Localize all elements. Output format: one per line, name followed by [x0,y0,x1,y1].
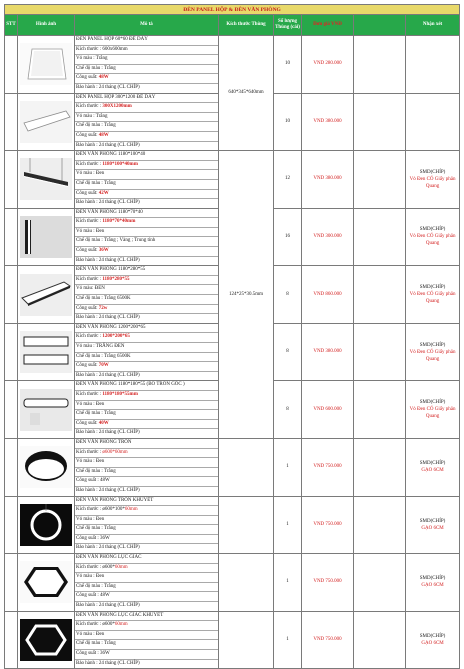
description-text: Vỏ màu : Trắng [76,56,108,62]
header-image: Hình ảnh [18,15,75,36]
sheet-title: ĐÈN PANEL HỘP & ĐÈN VĂN PHÒNG [5,5,460,15]
description-line [75,333,218,343]
row-blank-cell [354,611,406,669]
description-text: Vỏ màu : Đen [76,516,105,522]
description-text: Chế độ màu : Trắng 6500K [76,296,131,302]
row-price-cell: VND 280.000 [302,36,354,94]
row-note-cell [406,266,460,324]
header-box-size: Kích thước Thùng [219,15,274,36]
highlighted-spec: 1180*70*40mm [102,219,136,225]
note-detail: Vỏ Đen CÓ Giấy phân Quang [409,234,456,247]
row-quantity-cell: 1 [274,438,302,496]
highlighted-spec: 72w [98,305,108,311]
description-text: Kích thước : 600x600mm [76,46,128,52]
highlighted-spec: 60mm [124,507,138,513]
description-text: Vỏ màu : Đen [76,228,105,234]
row-image-cell [18,36,75,94]
highlighted-spec: 48W [98,75,109,81]
header-description: Mô tả [75,15,219,36]
description-text: Bảo hành : 24 tháng (CL CHÍP) [76,84,140,90]
description-text: Bảo hành : 24 tháng (CL CHÍP) [76,545,140,551]
row-price-cell: VND 600.000 [302,381,354,439]
description-line [75,343,218,353]
header-stt: STT [5,15,18,36]
row-image-cell [18,496,75,554]
highlighted-spec: 60mm [114,622,128,628]
row-stt-cell [5,611,18,669]
row-description-cell [75,611,219,669]
row-image-cell [18,323,75,381]
description-text: Chế độ màu : Trắng 6500K [76,353,131,359]
description-line [75,458,218,468]
description-line [75,228,218,238]
row-stt-cell [5,36,18,94]
row-blank-cell [354,438,406,496]
description-text: Chế độ màu : Trắng [76,641,116,647]
description-text: Vỏ màu: ĐEN [76,286,105,292]
wide-linear-light-icon [20,274,72,316]
row-stt-cell [5,323,18,381]
description-text: Công suất : 48W [76,478,110,484]
row-note-cell [406,93,460,151]
description-line [75,266,218,276]
row-price-cell: VND 380.000 [302,323,354,381]
row-image-cell [18,554,75,612]
row-box-size-cell: 640*345*640mm [219,36,274,151]
round-ceiling-light-icon [20,446,72,488]
description-line [75,199,218,208]
description-text: Bảo hành : 24 tháng (CL CHÍP) [76,660,140,666]
row-description-cell [75,266,219,324]
row-box-size-cell: 124*25*30.5mm [219,151,274,439]
row-box-size-cell [219,611,274,669]
description-line [75,65,218,75]
row-stt-cell [5,554,18,612]
description-text: ĐÈN VĂN PHÒNG 1180*100*40 [76,152,146,158]
row-box-size-cell [219,496,274,554]
row-quantity-cell: 8 [274,323,302,381]
note-chip-type: SMD(CHÍP) [419,227,446,233]
description-line [75,36,218,46]
description-line [75,295,218,305]
description-line [75,429,218,438]
description-line [75,103,218,113]
table-row [5,554,460,612]
row-price-cell: VND 750.000 [302,438,354,496]
row-stt-cell [5,266,18,324]
description-text: Chế độ màu : Trắng ; Vàng ; Trung tính [76,238,156,244]
description-line [75,477,218,487]
row-image-cell [18,93,75,151]
description-line [75,650,218,660]
table-row [5,496,460,554]
row-note-cell [406,381,460,439]
description-text: Chế độ màu : Trắng [76,65,116,71]
row-stt-cell [5,208,18,266]
description-line [75,564,218,574]
description-line [75,84,218,93]
row-quantity-cell: 10 [274,36,302,94]
row-note-cell [406,36,460,94]
description-line [75,516,218,526]
highlighted-spec: 1180*180*55mm [102,391,138,397]
description-line [75,631,218,641]
rectangular-panel-light-icon [20,101,72,143]
description-line [75,362,218,372]
description-line [75,132,218,142]
row-image-cell [18,438,75,496]
header-quantity: Số lượng Thùng (cái) [274,15,302,36]
row-stt-cell [5,438,18,496]
highlighted-spec: 36W [98,248,109,254]
row-image-cell [18,151,75,209]
row-price-cell: VND 750.000 [302,496,354,554]
row-blank-cell [354,208,406,266]
row-blank-cell [354,36,406,94]
description-text: Bảo hành : 24 tháng (CL CHÍP) [76,487,140,493]
row-stt-cell [5,93,18,151]
row-image-cell [18,611,75,669]
description-line [75,142,218,151]
row-blank-cell [354,496,406,554]
row-blank-cell [354,323,406,381]
note-chip-type: SMD(CHÍP) [419,461,446,467]
description-text: Bảo hành : 24 tháng (CL CHÍP) [76,142,140,148]
note-detail: Vỏ Đen CÓ Giấy phân Quang [409,292,456,305]
row-description-cell [75,208,219,266]
row-note-cell [406,208,460,266]
highlighted-spec: 1180*280*55 [102,276,130,282]
note-chip-type: SMD(CHÍP) [419,576,446,582]
row-box-size-cell [219,438,274,496]
row-stt-cell [5,496,18,554]
description-text: Công suất : 36W [76,651,110,656]
description-line [75,170,218,180]
description-text: Bảo hành : 24 tháng (CL CHÍP) [76,315,140,321]
row-blank-cell [354,151,406,209]
note-detail: GẠO 6CM [421,525,444,531]
description-text: ĐÈN VĂN PHÒNG 1180*180*55 (BO TRÒN GÓC ) [76,382,185,388]
row-blank-cell [354,381,406,439]
row-description-cell [75,438,219,496]
table-row [5,611,460,669]
note-chip-type: SMD(CHÍP) [419,169,446,175]
row-quantity-cell: 16 [274,208,302,266]
table-row [5,36,460,94]
description-line [75,209,218,219]
row-description-cell [75,323,219,381]
highlighted-spec: 40W [98,420,109,426]
description-line [75,285,218,295]
row-quantity-cell: 8 [274,266,302,324]
description-text: Vỏ màu : Đen [76,171,105,177]
description-line [75,506,218,516]
product-table [4,4,460,669]
description-text: ĐÈN VĂN PHÒNG LỤC GIÁC [76,555,142,561]
note-chip-type: SMD(CHÍP) [419,285,446,291]
description-line [75,55,218,65]
description-text: Kích thước : [76,391,103,397]
description-line [75,449,218,459]
hexagon-light-icon [20,561,72,603]
description-line [75,353,218,363]
note-detail: GẠO 6CM [421,583,444,589]
row-image-cell [18,266,75,324]
row-stt-cell [5,151,18,209]
description-line [75,74,218,84]
description-line [75,583,218,593]
description-text: Kích thước : [76,219,103,225]
description-line [75,535,218,545]
description-text: Công suất: [76,420,99,426]
description-text: Công suất: [76,363,99,369]
description-line [75,592,218,602]
highlighted-spec: 1180*100*40mm [102,161,138,167]
description-text: Bảo hành : 24 tháng (CL CHÍP) [76,372,140,378]
header-row [5,15,460,36]
description-text: Công suất : 48W [76,593,110,599]
description-text: Bảo hành : 24 tháng (CL CHÍP) [76,200,140,206]
description-text: Vỏ màu : Đen [76,631,105,637]
row-quantity-cell: 10 [274,93,302,151]
description-text: Kích thước : [76,161,103,167]
description-text: Kích thước : [76,449,103,455]
row-note-cell [406,151,460,209]
description-line [75,420,218,430]
table-row [5,151,460,209]
description-line [75,439,218,449]
description-text: Kích thước : [76,334,103,340]
highlighted-spec: 42W [98,190,109,196]
row-quantity-cell: 1 [274,554,302,612]
row-price-cell: VND 750.000 [302,554,354,612]
slim-linear-light-icon [20,216,72,258]
note-chip-type: SMD(CHÍP) [419,518,446,524]
double-panel-light-icon [20,331,72,373]
description-text: Vỏ màu : TRẮNG ĐEN [76,344,125,349]
note-detail: Vỏ Đen CÓ Giấy phân Quang [409,349,456,362]
description-text: Chế độ màu : Trắng [76,123,116,129]
row-description-cell [75,496,219,554]
description-line [75,468,218,478]
row-image-cell [18,381,75,439]
description-line [75,660,218,669]
description-line [75,621,218,631]
description-text: ĐÈN PANEL HỘP 60*60 ĐẾ DÀY [76,37,148,42]
row-stt-cell [5,381,18,439]
highlighted-spec: 70W [98,363,109,369]
description-line [75,237,218,247]
row-description-cell [75,381,219,439]
description-text: Kích thước : [76,104,103,110]
row-description-cell [75,151,219,209]
description-text: Công suất: [76,248,99,254]
description-text: ĐÈN VĂN PHÒNG 1180*70*40 [76,209,143,215]
description-line [75,544,218,553]
description-text: Chế độ màu : Trắng [76,583,116,589]
note-detail: Vỏ Đen CÓ Giấy phân Quang [409,176,456,189]
description-text: Chế độ màu : Trắng [76,526,116,532]
description-line [75,612,218,622]
description-text: ĐÈN VĂN PHÒNG 1200*200*65 [76,324,146,330]
description-line [75,113,218,123]
row-note-cell [406,438,460,496]
note-chip-type: SMD(CHÍP) [419,400,446,406]
description-line [75,554,218,564]
description-text: Kích thước : ø600*100* [76,507,125,513]
description-line [75,410,218,420]
row-note-cell [406,496,460,554]
price-sheet [4,4,459,669]
table-row [5,438,460,496]
description-line [75,324,218,334]
description-line [75,122,218,132]
description-text: Chế độ màu : Trắng [76,180,116,186]
description-line [75,602,218,611]
description-text: Công suất: [76,305,99,311]
description-line [75,151,218,161]
row-quantity-cell: 1 [274,611,302,669]
description-text: Chế độ màu : Trắng [76,411,116,417]
row-price-cell: VND 860.000 [302,266,354,324]
description-text: ĐÈN VĂN PHÒNG TRÒN [76,439,132,445]
description-text: Kích thước : [76,276,103,282]
linear-office-light-icon [20,158,72,200]
highlighted-spec: ø600*60mm [102,449,128,455]
note-detail: GẠO 6CM [421,468,444,474]
description-text: ĐÈN VĂN PHÒNG TRÒN KHUYẾT [76,497,154,503]
description-text: Kích thước : ø600* [76,564,115,570]
row-image-cell [18,208,75,266]
description-line [75,640,218,650]
row-box-size-cell [219,554,274,612]
header-note: Nhận xét [406,15,460,36]
description-line [75,525,218,535]
row-price-cell: VND 750.000 [302,611,354,669]
highlighted-spec: 300X1200mm [102,104,132,110]
description-text: Vỏ màu : Đen [76,459,105,465]
row-quantity-cell: 12 [274,151,302,209]
description-text: ĐÈN VĂN PHÒNG LỤC GIÁC KHUYẾT [76,612,164,618]
description-text: Công suất : 36W [76,535,110,541]
row-quantity-cell: 8 [274,381,302,439]
note-detail: GẠO 6CM [421,640,444,646]
row-note-cell [406,611,460,669]
description-text: ĐÈN PANEL HỘP 300*1200 ĐẾ DÀY [76,94,156,100]
description-line [75,247,218,257]
description-text: Công suất: [76,132,99,138]
row-description-cell [75,36,219,94]
row-note-cell [406,323,460,381]
description-text: Vỏ màu : Đen [76,401,105,407]
description-text: ĐÈN VĂN PHÒNG 1180*280*55 [76,267,146,273]
description-text: Công suất: [76,190,99,196]
row-price-cell: VND 380.000 [302,151,354,209]
highlighted-spec: 48W [98,132,109,138]
row-price-cell: VND 380.000 [302,93,354,151]
description-text: Công suất: [76,75,99,81]
description-line [75,314,218,323]
description-line [75,180,218,190]
header-blank [354,15,406,36]
note-chip-type: SMD(CHÍP) [419,342,446,348]
highlighted-spec: 1200*200*65 [102,334,130,340]
row-blank-cell [354,93,406,151]
note-detail: Vỏ Đen CÓ Giấy phân Quang [409,407,456,420]
description-line [75,46,218,56]
description-text: Bảo hành : 24 tháng (CL CHÍP) [76,257,140,263]
description-line [75,276,218,286]
header-price: Đơn giá VNĐ [302,15,354,36]
description-line [75,218,218,228]
description-text: Bảo hành : 24 tháng (CL CHÍP) [76,603,140,609]
description-text: Bảo hành : 24 tháng (CL CHÍP) [76,430,140,436]
description-line [75,372,218,381]
square-panel-light-icon [20,43,72,85]
corner-linear-light-icon [20,389,72,431]
row-quantity-cell: 1 [274,496,302,554]
description-line [75,487,218,496]
description-line [75,381,218,391]
description-text: Kích thước : ø600* [76,622,115,628]
description-line [75,257,218,266]
description-line [75,161,218,171]
description-text: Chế độ màu : Trắng [76,468,116,474]
description-line [75,401,218,411]
row-note-cell [406,554,460,612]
row-description-cell [75,554,219,612]
note-chip-type: SMD(CHÍP) [419,633,446,639]
description-line [75,497,218,507]
description-line [75,391,218,401]
ring-light-icon [20,504,72,546]
description-text: Vỏ màu : Đen [76,574,105,580]
description-line [75,190,218,200]
hexagon-ring-light-icon [20,619,72,661]
description-text: Vỏ màu : Trắng [76,113,108,119]
row-blank-cell [354,266,406,324]
description-line [75,573,218,583]
row-price-cell: VND 300.000 [302,208,354,266]
row-description-cell [75,93,219,151]
description-line [75,94,218,104]
highlighted-spec: 60mm [114,564,128,570]
description-line [75,305,218,315]
row-blank-cell [354,554,406,612]
